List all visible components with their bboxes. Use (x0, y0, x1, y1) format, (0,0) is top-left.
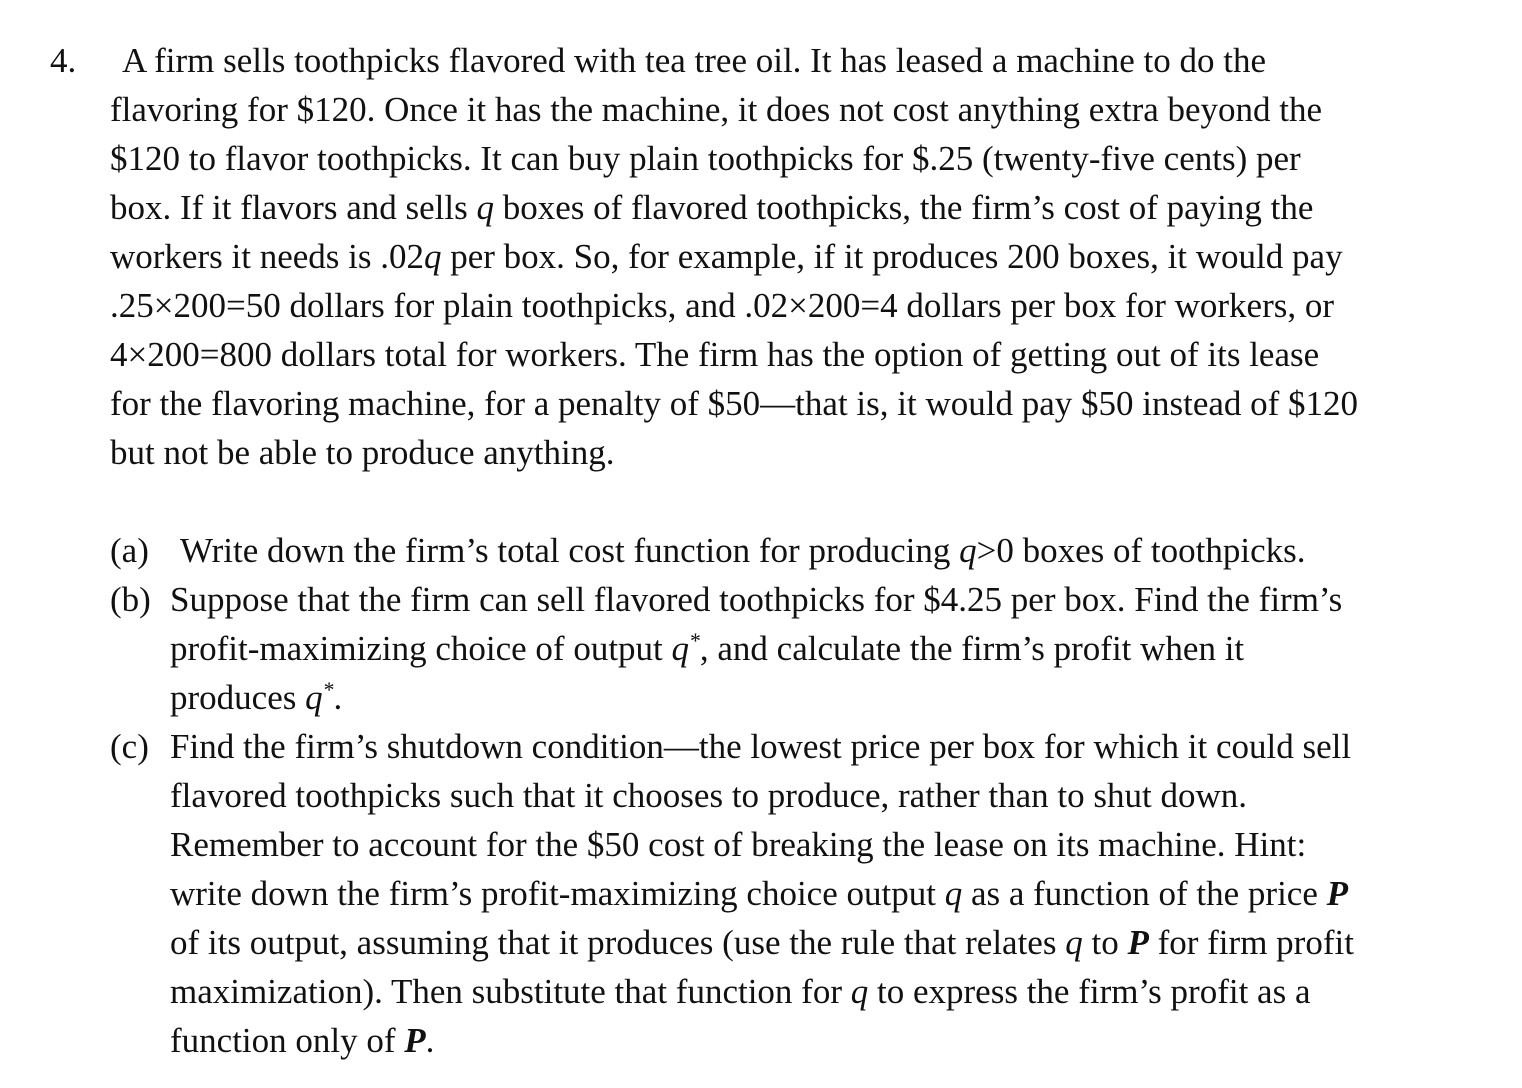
part-c-line: maximization). Then substitute that function for q to express the firm’s profit as a (170, 972, 1311, 1011)
part-c-line: flavored toothpicks such that it chooses to produce, rather than to shut down. (170, 776, 1247, 815)
part-a-line: Write down the firm’s total cost function for producing q>0 boxes of toothpicks. (180, 531, 1306, 570)
intro-line: .25×200=50 dollars for plain toothpicks, and .02×200=4 dollars per box for workers, or (110, 286, 1335, 325)
part-c-line: Find the firm’s shutdown condition—the lowest price per box for which it could sell (170, 727, 1352, 766)
part-c-line: Remember to account for the $50 cost of breaking the lease on its machine. Hint: (170, 825, 1307, 864)
question-number: 4. (50, 41, 77, 80)
intro-line: flavoring for $120. Once it has the machine, it does not cost anything extra beyond the (110, 90, 1323, 129)
intro-line: but not be able to produce anything. (110, 433, 615, 472)
intro-line: $120 to flavor toothpicks. It can buy plain toothpicks for $.25 (twenty-five cents) per (110, 139, 1301, 178)
part-b-line: Suppose that the firm can sell flavored toothpicks for $4.25 per box. Find the firm’s (170, 580, 1343, 619)
part-c-line: of its output, assuming that it produces (use the rule that relates q to P for firm profit (170, 923, 1354, 962)
part-c-line: write down the firm’s profit-maximizing choice output q as a function of the price P (170, 874, 1349, 913)
intro-line: for the flavoring machine, for a penalty of $50—that is, it would pay $50 instead of $120 (110, 384, 1359, 423)
part-c-label: (c) (110, 727, 149, 766)
intro-line: workers it needs is .02q per box. So, for example, if it produces 200 boxes, it would pay (110, 237, 1343, 276)
intro-line: 4×200=800 dollars total for workers. The firm has the option of getting out of its lease (110, 335, 1320, 374)
intro-line: A firm sells toothpicks flavored with tea tree oil. It has leased a machine to do the (122, 41, 1266, 80)
part-c-line: function only of P. (170, 1021, 435, 1060)
part-a-label: (a) (110, 531, 149, 570)
intro-line: box. If it flavors and sells q boxes of flavored toothpicks, the firm’s cost of paying the (110, 188, 1314, 227)
part-b-line: profit-maximizing choice of output q*, and calculate the firm’s profit when it (170, 629, 1245, 668)
part-b-label: (b) (110, 580, 151, 619)
part-b-line: produces q*. (170, 678, 343, 717)
